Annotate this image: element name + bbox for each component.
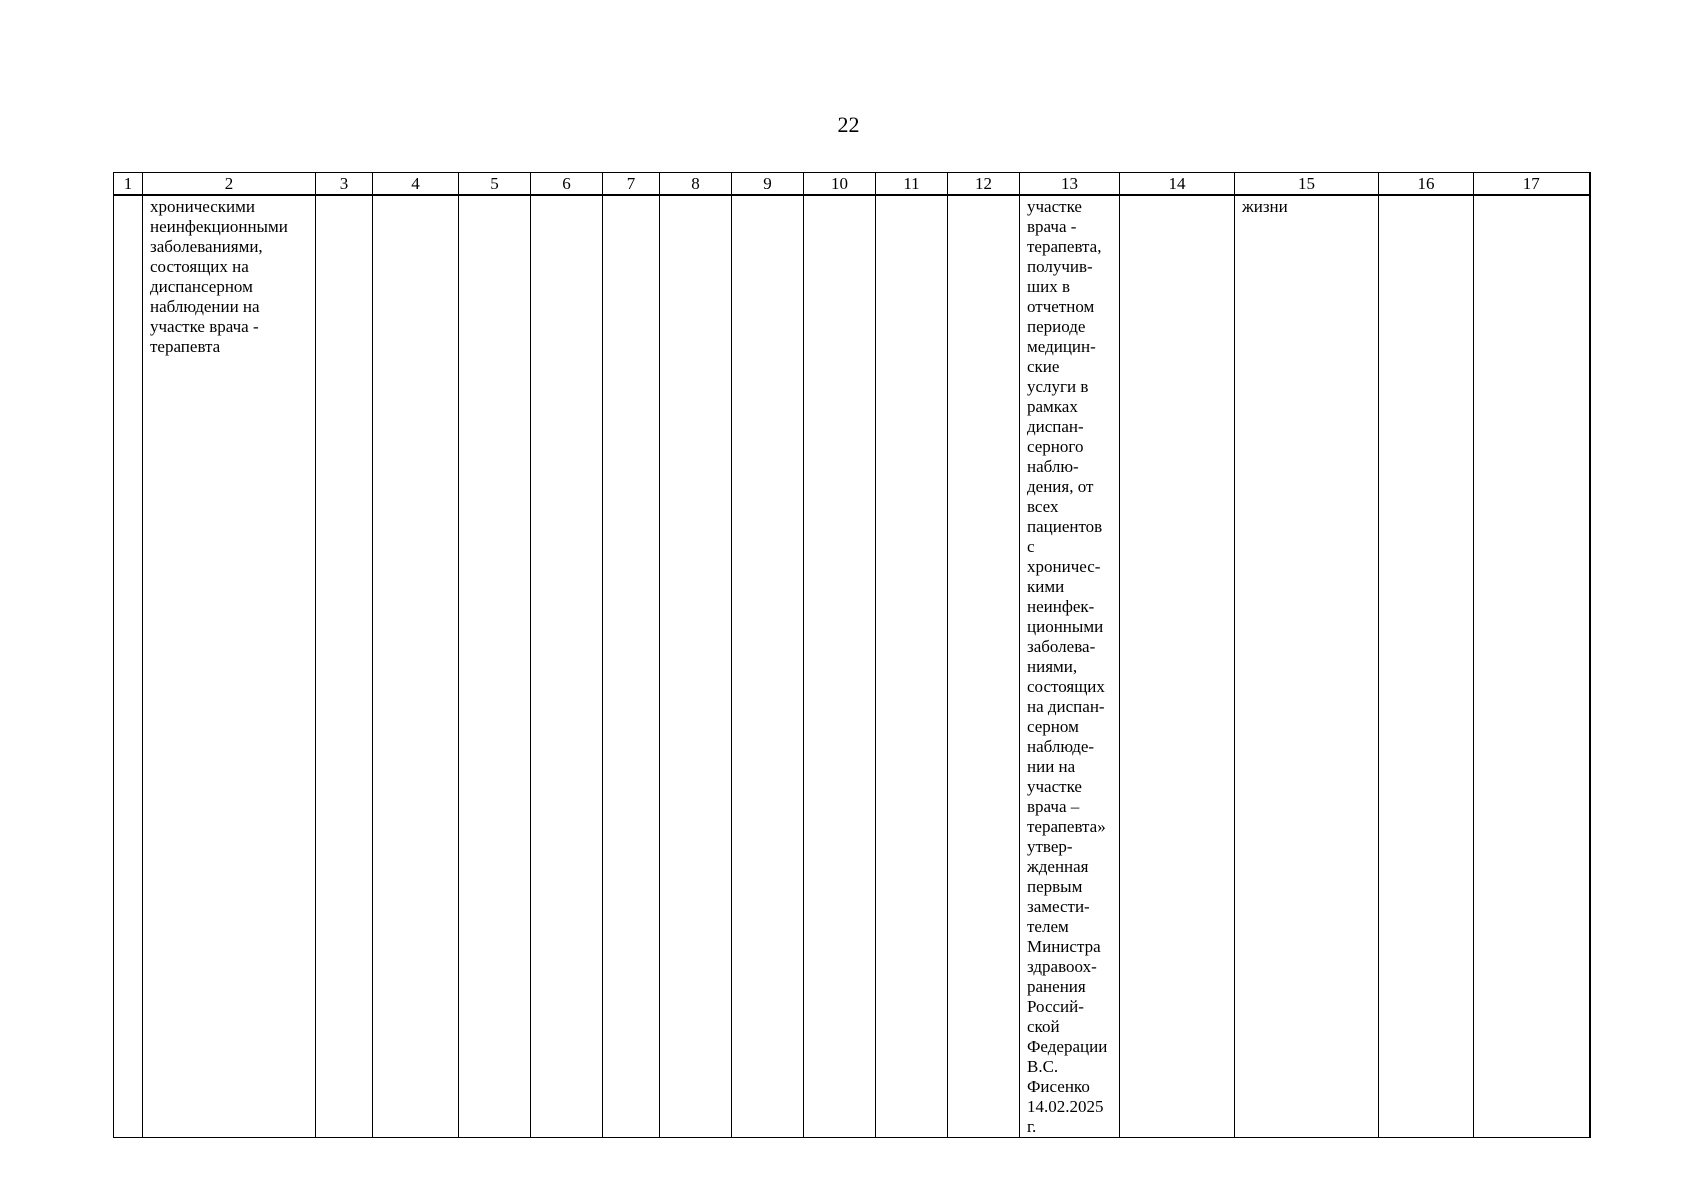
cell-text-col16 <box>1379 196 1473 197</box>
column-header-15: 15 <box>1235 173 1379 196</box>
table-cell-col16 <box>1379 195 1474 1138</box>
cell-text-col9 <box>732 196 803 197</box>
column-header-13: 13 <box>1020 173 1120 196</box>
cell-text-col7 <box>603 196 659 197</box>
column-header-1: 1 <box>114 173 143 196</box>
cell-text-col14 <box>1120 196 1234 197</box>
table-cell-col2 <box>143 195 316 1138</box>
table-cell-col17 <box>1474 195 1590 1138</box>
column-header-14: 14 <box>1120 173 1235 196</box>
column-header-16: 16 <box>1379 173 1474 196</box>
table-cell-col13 <box>1020 195 1120 1138</box>
cell-text-col4 <box>373 196 458 197</box>
cell-text-col15: жизни <box>1242 197 1288 216</box>
table-cell-col3 <box>316 195 373 1138</box>
page-number: 22 <box>837 112 860 137</box>
cell-text-col17 <box>1474 196 1589 197</box>
header-row <box>114 173 1590 196</box>
column-header-4: 4 <box>373 173 459 196</box>
table-cell-col12 <box>948 195 1020 1138</box>
cell-text-col11 <box>876 196 947 197</box>
cell-text-col10 <box>804 196 875 197</box>
table-cell-col15 <box>1235 195 1379 1138</box>
table-cell-col7 <box>603 195 660 1138</box>
column-header-9: 9 <box>732 173 804 196</box>
column-header-7: 7 <box>603 173 660 196</box>
cell-text-col13: участке врача - терапевта, получив- ших в отчетном периоде медицин- ские услуги в рамках диспан- серного наблю- дения, от всех пациентов с хроничес- кими неинфек- ционными заболева- ниями, состоящих на диспан- серном наблюде- нии на участке врача – терапевта» утвер- жденная первым замести- телем Министра здравоох- ранения Россий- ской Федерации В.С. Фисенко 14.02.2025 г. <box>1027 197 1108 1136</box>
cell-text-col12 <box>948 196 1019 197</box>
column-header-10: 10 <box>804 173 876 196</box>
cell-text-col8 <box>660 196 731 197</box>
cell-text-col5 <box>459 196 530 197</box>
column-header-2: 2 <box>143 173 316 196</box>
column-header-5: 5 <box>459 173 531 196</box>
column-header-6: 6 <box>531 173 603 196</box>
table-row <box>114 195 1590 1138</box>
table-cell-col4 <box>373 195 459 1138</box>
column-header-12: 12 <box>948 173 1020 196</box>
cell-text-col3 <box>316 196 372 197</box>
column-header-11: 11 <box>876 173 948 196</box>
cell-text-col2: хроническими неинфекционными заболеваниями, состоящих на диспансерном наблюдении на участке врача - терапевта <box>150 197 288 356</box>
cell-text-col6 <box>531 196 602 197</box>
table-cell-col11 <box>876 195 948 1138</box>
cell-text-col1 <box>114 196 142 197</box>
column-header-8: 8 <box>660 173 732 196</box>
table-cell-col8 <box>660 195 732 1138</box>
table-cell-col5 <box>459 195 531 1138</box>
table-cell-col1 <box>114 195 143 1138</box>
column-header-17: 17 <box>1474 173 1590 196</box>
column-header-3: 3 <box>316 173 373 196</box>
table-cell-col10 <box>804 195 876 1138</box>
table-cell-col9 <box>732 195 804 1138</box>
table-cell-col14 <box>1120 195 1235 1138</box>
data-table <box>113 172 1591 1138</box>
table-cell-col6 <box>531 195 603 1138</box>
